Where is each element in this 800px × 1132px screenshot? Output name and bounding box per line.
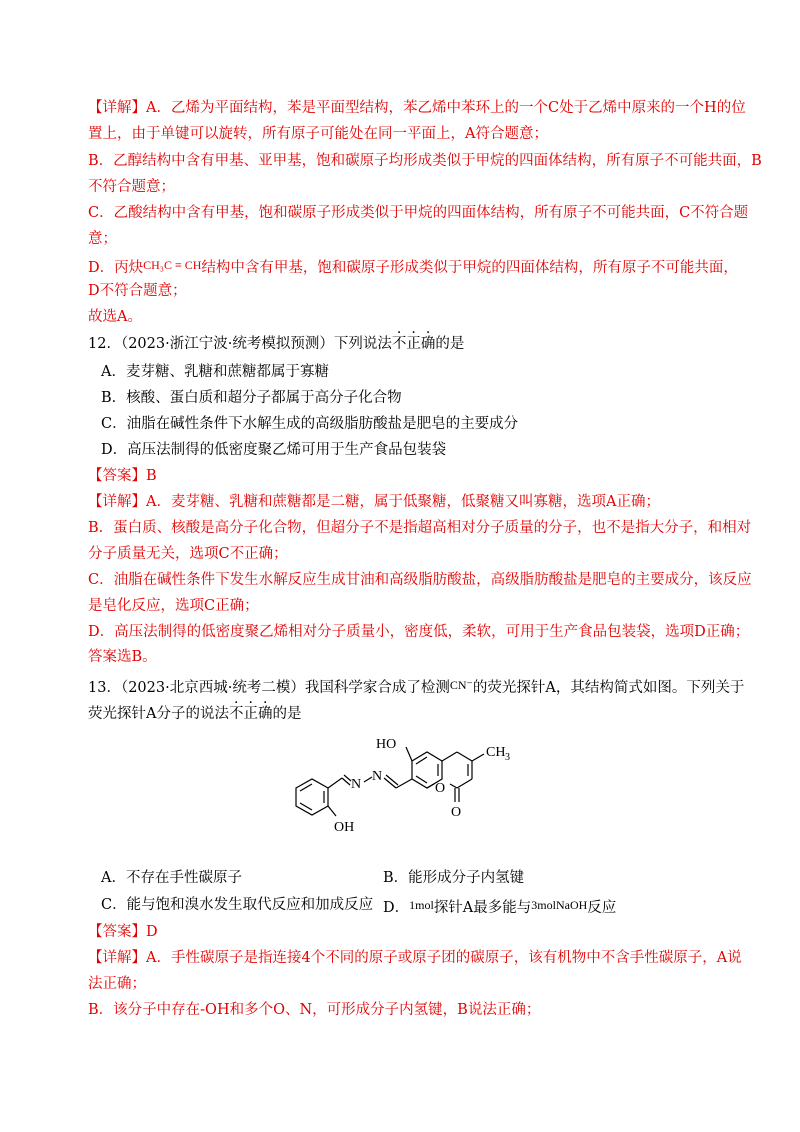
option-c: C．能与饱和溴水发生取代反应和加成反应 [101, 897, 374, 913]
detail-line: 【详解】A．乙烯为平面结构，苯是平面型结构，苯乙烯中苯环上的一个C处于乙烯中原来的一个H的位 [88, 100, 746, 116]
propyne-formula: CH₃C ≡ CH [143, 258, 202, 272]
detail-line: D不符合题意； [88, 283, 187, 299]
option-b: B．核酸、蛋白质和超分子都属于高分子化合物 [101, 390, 402, 406]
detail-line: 置上，由于单键可以旋转，所有原子可能处在同一平面上，A符合题意； [88, 126, 548, 142]
option-a: A．不存在手性碳原子 [101, 870, 242, 886]
detail-line: 【详解】A．手性碳原子是指连接4个不同的原子或原子团的碳原子，该有机物中不含手性碳原子，A说 [88, 950, 742, 966]
detail-line: 分子质量无关，选项C不正确； [88, 546, 288, 562]
question-13-stem-cont: 荧光探针A分子的说法不正确的是 [88, 706, 302, 722]
detail-line: 法正确； [88, 976, 146, 992]
cyanide-formula: CN⁻ [449, 678, 473, 692]
answer-label: 【答案】D [88, 924, 158, 940]
detail-line: D．丙炔$^{CH_3C \equiv CH}$结构中含有甲基，饱和碳原子形成类似于甲烷的四面体结构，所有原子不可能共面， [88, 258, 738, 276]
nitrogen-label: N [351, 777, 362, 792]
question-12-stem: 12．（2023·浙江宁波·统考模拟预测）下列说法不正确的是 [88, 336, 465, 352]
option-d: D．高压法制得的低密度聚乙烯可用于生产食品包装袋 [101, 442, 447, 458]
detail-line: 故选A。 [88, 309, 142, 325]
detail-line: B．该分子中存在-OH和多个O、N，可形成分子内氢键，B说法正确； [88, 1002, 541, 1018]
detail-line: 意； [88, 231, 117, 247]
oh-label: OH [334, 820, 355, 835]
detail-line: B．乙醇结构中含有甲基、亚甲基，饱和碳原子均形成类似于甲烷的四面体结构，所有原子不可能共面，B [88, 153, 762, 169]
option-d: D．$^{1mol}$探针A最多能与$^{3molNaOH}$反应 [383, 898, 617, 916]
detail-line: 【详解】A．麦芽糖、乳糖和蔗糖都是二糖，属于低聚糖，低聚糖又叫寡糖，选项A正确； [88, 494, 660, 510]
option-b: B．能形成分子内氢键 [383, 870, 525, 886]
detail-line: 答案选B。 [88, 649, 157, 665]
methyl-subscript: 3 [505, 752, 510, 763]
nitrogen-label: N [372, 769, 383, 784]
detail-line: 不符合题意； [88, 179, 175, 195]
answer-label: 【答案】B [88, 468, 157, 484]
detail-line: C．油脂在碱性条件下发生水解反应生成甘油和高级脂肪酸盐，高级脂肪酸盐是肥皂的主要成分，该反应 [88, 572, 752, 588]
option-c: C．油脂在碱性条件下水解生成的高级脂肪酸盐是肥皂的主要成分 [101, 416, 519, 432]
detail-line: C．乙酸结构中含有甲基，饱和碳原子形成类似于甲烷的四面体结构，所有原子不可能共面，C不符合题 [88, 205, 749, 221]
probe-a-structure [270, 730, 530, 862]
methyl-label: CH [486, 745, 506, 760]
ho-label: HO [376, 737, 397, 752]
detail-line: 是皂化反应，选项C正确； [88, 598, 259, 614]
detail-line: B．蛋白质、核酸是高分子化合物，但超分子不是指超高相对分子质量的分子，也不是指大分子，和相对 [88, 520, 752, 536]
ring-oxygen-label: O [435, 781, 446, 796]
carbonyl-oxygen-label: O [451, 805, 462, 820]
option-a: A．麦芽糖、乳糖和蔗糖都属于寡糖 [101, 364, 329, 380]
detail-line: D．高压法制得的低密度聚乙烯相对分子质量小，密度低，柔软，可用于生产食品包装袋，选项D正确； [88, 624, 750, 640]
question-13-stem: 13．（2023·北京西城·统考二模）我国科学家合成了检测$^{CN^-}$的荧光探针A，其结构简式如图。下列关于 [88, 678, 745, 696]
